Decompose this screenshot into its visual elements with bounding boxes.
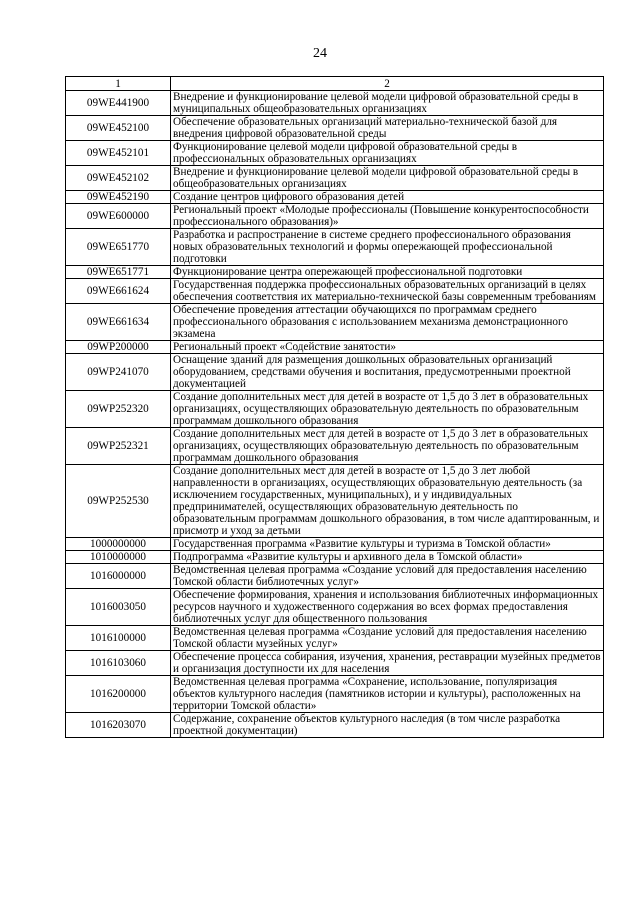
row-name: Ведомственная целевая программа «Создание условий для предоставления населению Томской области библиотечных услуг» — [171, 564, 604, 589]
row-name: Подпрограмма «Развитие культуры и архивного дела в Томской области» — [171, 551, 604, 564]
table-row — [66, 465, 604, 538]
row-code: 09WP252321 — [66, 428, 171, 465]
row-code: 1010000000 — [66, 551, 171, 564]
table-row — [66, 141, 604, 166]
row-code: 1000000000 — [66, 538, 171, 551]
table-row — [66, 341, 604, 354]
table-row — [66, 551, 604, 564]
row-name: Региональный проект «Содействие занятости» — [171, 341, 604, 354]
table-row — [66, 713, 604, 738]
row-name: Ведомственная целевая программа «Создание условий для предоставления населению Томской области музейных услуг» — [171, 626, 604, 651]
row-code: 09WE441900 — [66, 91, 171, 116]
row-name: Функционирование целевой модели цифровой образовательной среды в профессиональных образовательных организациях — [171, 141, 604, 166]
table-row — [66, 676, 604, 713]
table-row — [66, 651, 604, 676]
row-code: 09WE452190 — [66, 191, 171, 204]
table-row — [66, 538, 604, 551]
row-name: Содержание, сохранение объектов культурного наследия (в том числе разработка проектной документации) — [171, 713, 604, 738]
row-name: Создание дополнительных мест для детей в возрасте от 1,5 до 3 лет любой направленности в организациях, осуществляющих образовательную деятельность (за исключением государственных, муниципальных), и у индивидуальных предпринимателей, осуществляющих образовательную деятельность по образовательным программам дошкольного образования, в том числе адаптированным, и присмотр и уход за детьми — [171, 465, 604, 538]
row-code: 1016003050 — [66, 589, 171, 626]
row-name: Оснащение зданий для размещения дошкольных образовательных организаций оборудованием, средствами обучения и воспитания, предусмотренными проектной документацией — [171, 354, 604, 391]
row-name: Государственная поддержка профессиональных образовательных организаций в целях обеспечения соответствия их материально-технической базы современным требованиям — [171, 279, 604, 304]
table-row — [66, 166, 604, 191]
row-code: 09WE661624 — [66, 279, 171, 304]
row-code: 1016100000 — [66, 626, 171, 651]
row-code: 09WE452102 — [66, 166, 171, 191]
table-row — [66, 266, 604, 279]
row-name: Внедрение и функционирование целевой модели цифровой образовательной среды в общеобразовательных организациях — [171, 166, 604, 191]
table-row — [66, 304, 604, 341]
table-row — [66, 279, 604, 304]
column-header-name: 2 — [171, 77, 604, 91]
row-code: 09WP252530 — [66, 465, 171, 538]
row-code: 09WE651771 — [66, 266, 171, 279]
row-code: 09WP241070 — [66, 354, 171, 391]
table-row — [66, 589, 604, 626]
table-row — [66, 191, 604, 204]
page-number: 24 — [313, 46, 327, 61]
row-code: 1016103060 — [66, 651, 171, 676]
row-code: 1016203070 — [66, 713, 171, 738]
row-name: Создание дополнительных мест для детей в возрасте от 1,5 до 3 лет в образовательных организациях, осуществляющих образовательную деятельность по образовательным программам дошкольного образования — [171, 391, 604, 428]
row-name: Обеспечение образовательных организаций материально-технической базой для внедрения цифровой образовательной среды — [171, 116, 604, 141]
table-row — [66, 354, 604, 391]
row-code: 1016000000 — [66, 564, 171, 589]
row-code: 1016200000 — [66, 676, 171, 713]
table-row — [66, 626, 604, 651]
row-name: Обеспечение формирования, хранения и использования библиотечных информационных ресурсов научного и художественного содержания во всех формах предоставления библиотечных услуг для общественного пользования — [171, 589, 604, 626]
row-name: Ведомственная целевая программа «Сохранение, использование, популяризация объектов культурного наследия (памятников истории и культуры), расположенных на территории Томской области» — [171, 676, 604, 713]
row-name: Функционирование центра опережающей профессиональной подготовки — [171, 266, 604, 279]
table-row — [66, 428, 604, 465]
row-name: Создание центров цифрового образования детей — [171, 191, 604, 204]
row-name: Обеспечение процесса собирания, изучения, хранения, реставрации музейных предметов и организация доступности их для населения — [171, 651, 604, 676]
column-header-code: 1 — [66, 77, 171, 91]
table-row — [66, 391, 604, 428]
row-name: Государственная программа «Развитие культуры и туризма в Томской области» — [171, 538, 604, 551]
budget-code-table — [65, 76, 604, 738]
row-code: 09WP252320 — [66, 391, 171, 428]
table-row — [66, 564, 604, 589]
row-code: 09WE452101 — [66, 141, 171, 166]
table-row — [66, 229, 604, 266]
table-row — [66, 91, 604, 116]
row-code: 09WE452100 — [66, 116, 171, 141]
row-code: 09WE651770 — [66, 229, 171, 266]
row-name: Внедрение и функционирование целевой модели цифровой образовательной среды в муниципальных общеобразовательных организациях — [171, 91, 604, 116]
row-name: Обеспечение проведения аттестации обучающихся по программам среднего профессионального образования с использованием механизма демонстрационного экзамена — [171, 304, 604, 341]
row-name: Региональный проект «Молодые профессионалы (Повышение конкурентоспособности профессионального образования)» — [171, 204, 604, 229]
table-row — [66, 204, 604, 229]
row-code: 09WE661634 — [66, 304, 171, 341]
table-body — [66, 91, 604, 738]
row-name: Создание дополнительных мест для детей в возрасте от 1,5 до 3 лет в образовательных организациях, осуществляющих образовательную деятельность по образовательным программам дошкольного образования — [171, 428, 604, 465]
row-name: Разработка и распространение в системе среднего профессионального образования новых образовательных технологий и формы опережающей профессиональной подготовки — [171, 229, 604, 266]
table-header-row — [66, 77, 604, 91]
table-row — [66, 116, 604, 141]
row-code: 09WE600000 — [66, 204, 171, 229]
row-code: 09WP200000 — [66, 341, 171, 354]
